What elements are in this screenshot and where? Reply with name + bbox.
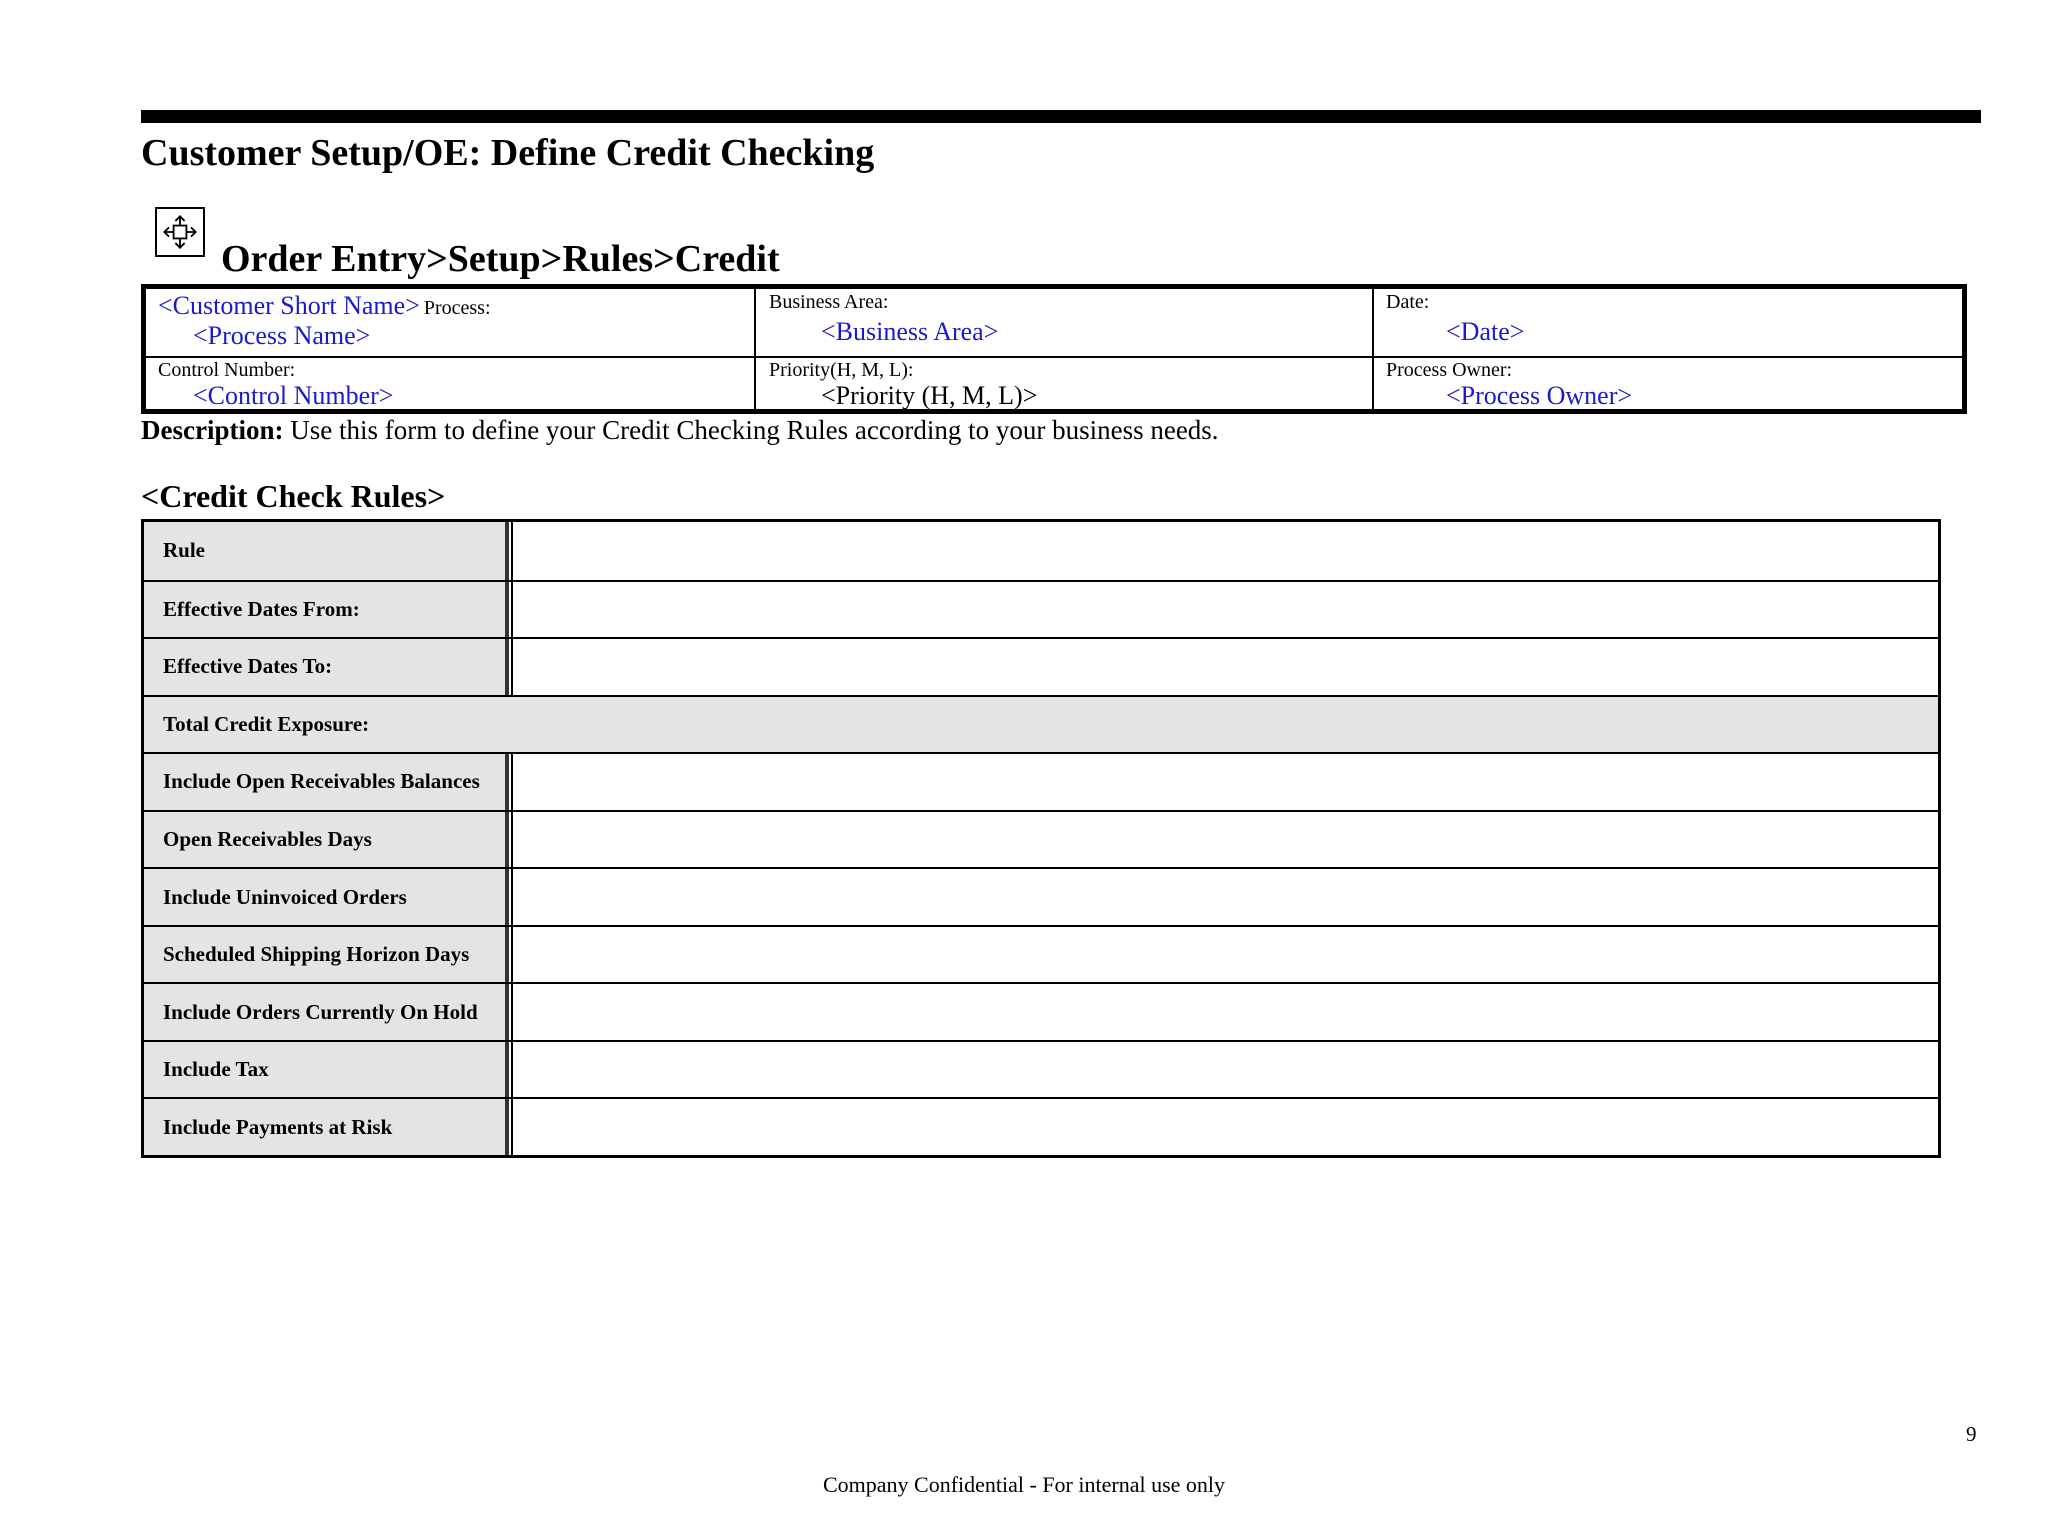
priority-cell: [769, 359, 1359, 411]
description-text: Use this form to define your Credit Checking Rules according to your business needs.: [283, 415, 1219, 445]
row-label: Effective Dates To:: [144, 639, 509, 695]
process-name[interactable]: <Process Name>: [193, 321, 371, 350]
table-row: [144, 982, 1938, 1040]
row-label: Scheduled Shipping Horizon Days: [144, 927, 509, 983]
row-label: Total Credit Exposure:: [144, 697, 1938, 753]
row-value-field[interactable]: [511, 1099, 1938, 1155]
table-row: [144, 522, 1938, 580]
row-value-field[interactable]: [511, 582, 1938, 638]
table-row: [144, 810, 1938, 868]
business-area-cell: [769, 291, 1359, 355]
row-label: Include Uninvoiced Orders: [144, 869, 509, 925]
row-value-field[interactable]: [511, 869, 1938, 925]
top-rule: [141, 110, 1981, 123]
navigation-path: Order Entry>Setup>Rules>Credit: [221, 238, 780, 280]
date-cell: [1386, 291, 1956, 355]
date-value[interactable]: <Date>: [1446, 317, 1525, 346]
table-row: [144, 752, 1938, 810]
section-title: <Credit Check Rules>: [141, 478, 446, 514]
row-value-field[interactable]: [511, 927, 1938, 983]
customer-short-name[interactable]: <Customer Short Name>: [158, 291, 420, 320]
header-divider: [1372, 289, 1374, 409]
table-row: [144, 1097, 1938, 1155]
description-label: Description:: [141, 415, 284, 445]
process-owner-cell: [1386, 359, 1956, 411]
move-arrows-icon: [155, 207, 205, 257]
control-number-label: Control Number:: [158, 359, 296, 381]
table-row: [144, 580, 1938, 638]
row-value-field[interactable]: [511, 812, 1938, 868]
business-area-label: Business Area:: [769, 291, 889, 313]
process-header-box: [141, 284, 1967, 414]
table-row: [144, 925, 1938, 983]
table-row: [144, 1040, 1938, 1098]
priority-value[interactable]: <Priority (H, M, L)>: [821, 381, 1038, 410]
footer-confidentiality: Company Confidential - For internal use only: [822, 1472, 1226, 1497]
row-value-field[interactable]: [511, 754, 1938, 810]
process-owner-value[interactable]: <Process Owner>: [1446, 381, 1633, 410]
row-label: Rule: [144, 522, 509, 580]
table-row: [144, 867, 1938, 925]
row-label: Include Open Receivables Balances: [144, 754, 509, 810]
description: [141, 415, 1219, 446]
row-label: Open Receivables Days: [144, 812, 509, 868]
business-area-value[interactable]: <Business Area>: [821, 317, 999, 346]
process-label: Process:: [423, 297, 491, 319]
document-title: Customer Setup/OE: Define Credit Checking: [141, 132, 875, 174]
row-value-field[interactable]: [511, 639, 1938, 695]
row-label: Include Tax: [144, 1042, 509, 1098]
table-row: [144, 695, 1938, 753]
row-value-field[interactable]: [511, 522, 1938, 580]
process-cell: [158, 291, 748, 355]
row-label: Include Payments at Risk: [144, 1099, 509, 1155]
priority-label: Priority(H, M, L):: [769, 359, 914, 381]
header-row-divider: [146, 356, 1962, 358]
control-number-cell: [158, 359, 748, 411]
row-label: Include Orders Currently On Hold: [144, 984, 509, 1040]
date-label: Date:: [1386, 291, 1430, 313]
control-number-value[interactable]: <Control Number>: [193, 381, 394, 410]
header-divider: [754, 289, 756, 409]
row-value-field[interactable]: [511, 984, 1938, 1040]
row-value-field[interactable]: [511, 1042, 1938, 1098]
table-row: [144, 637, 1938, 695]
process-owner-label: Process Owner:: [1386, 359, 1513, 381]
page-number: 9: [1966, 1422, 1977, 1446]
credit-check-rules-table: [141, 519, 1941, 1158]
row-label: Effective Dates From:: [144, 582, 509, 638]
